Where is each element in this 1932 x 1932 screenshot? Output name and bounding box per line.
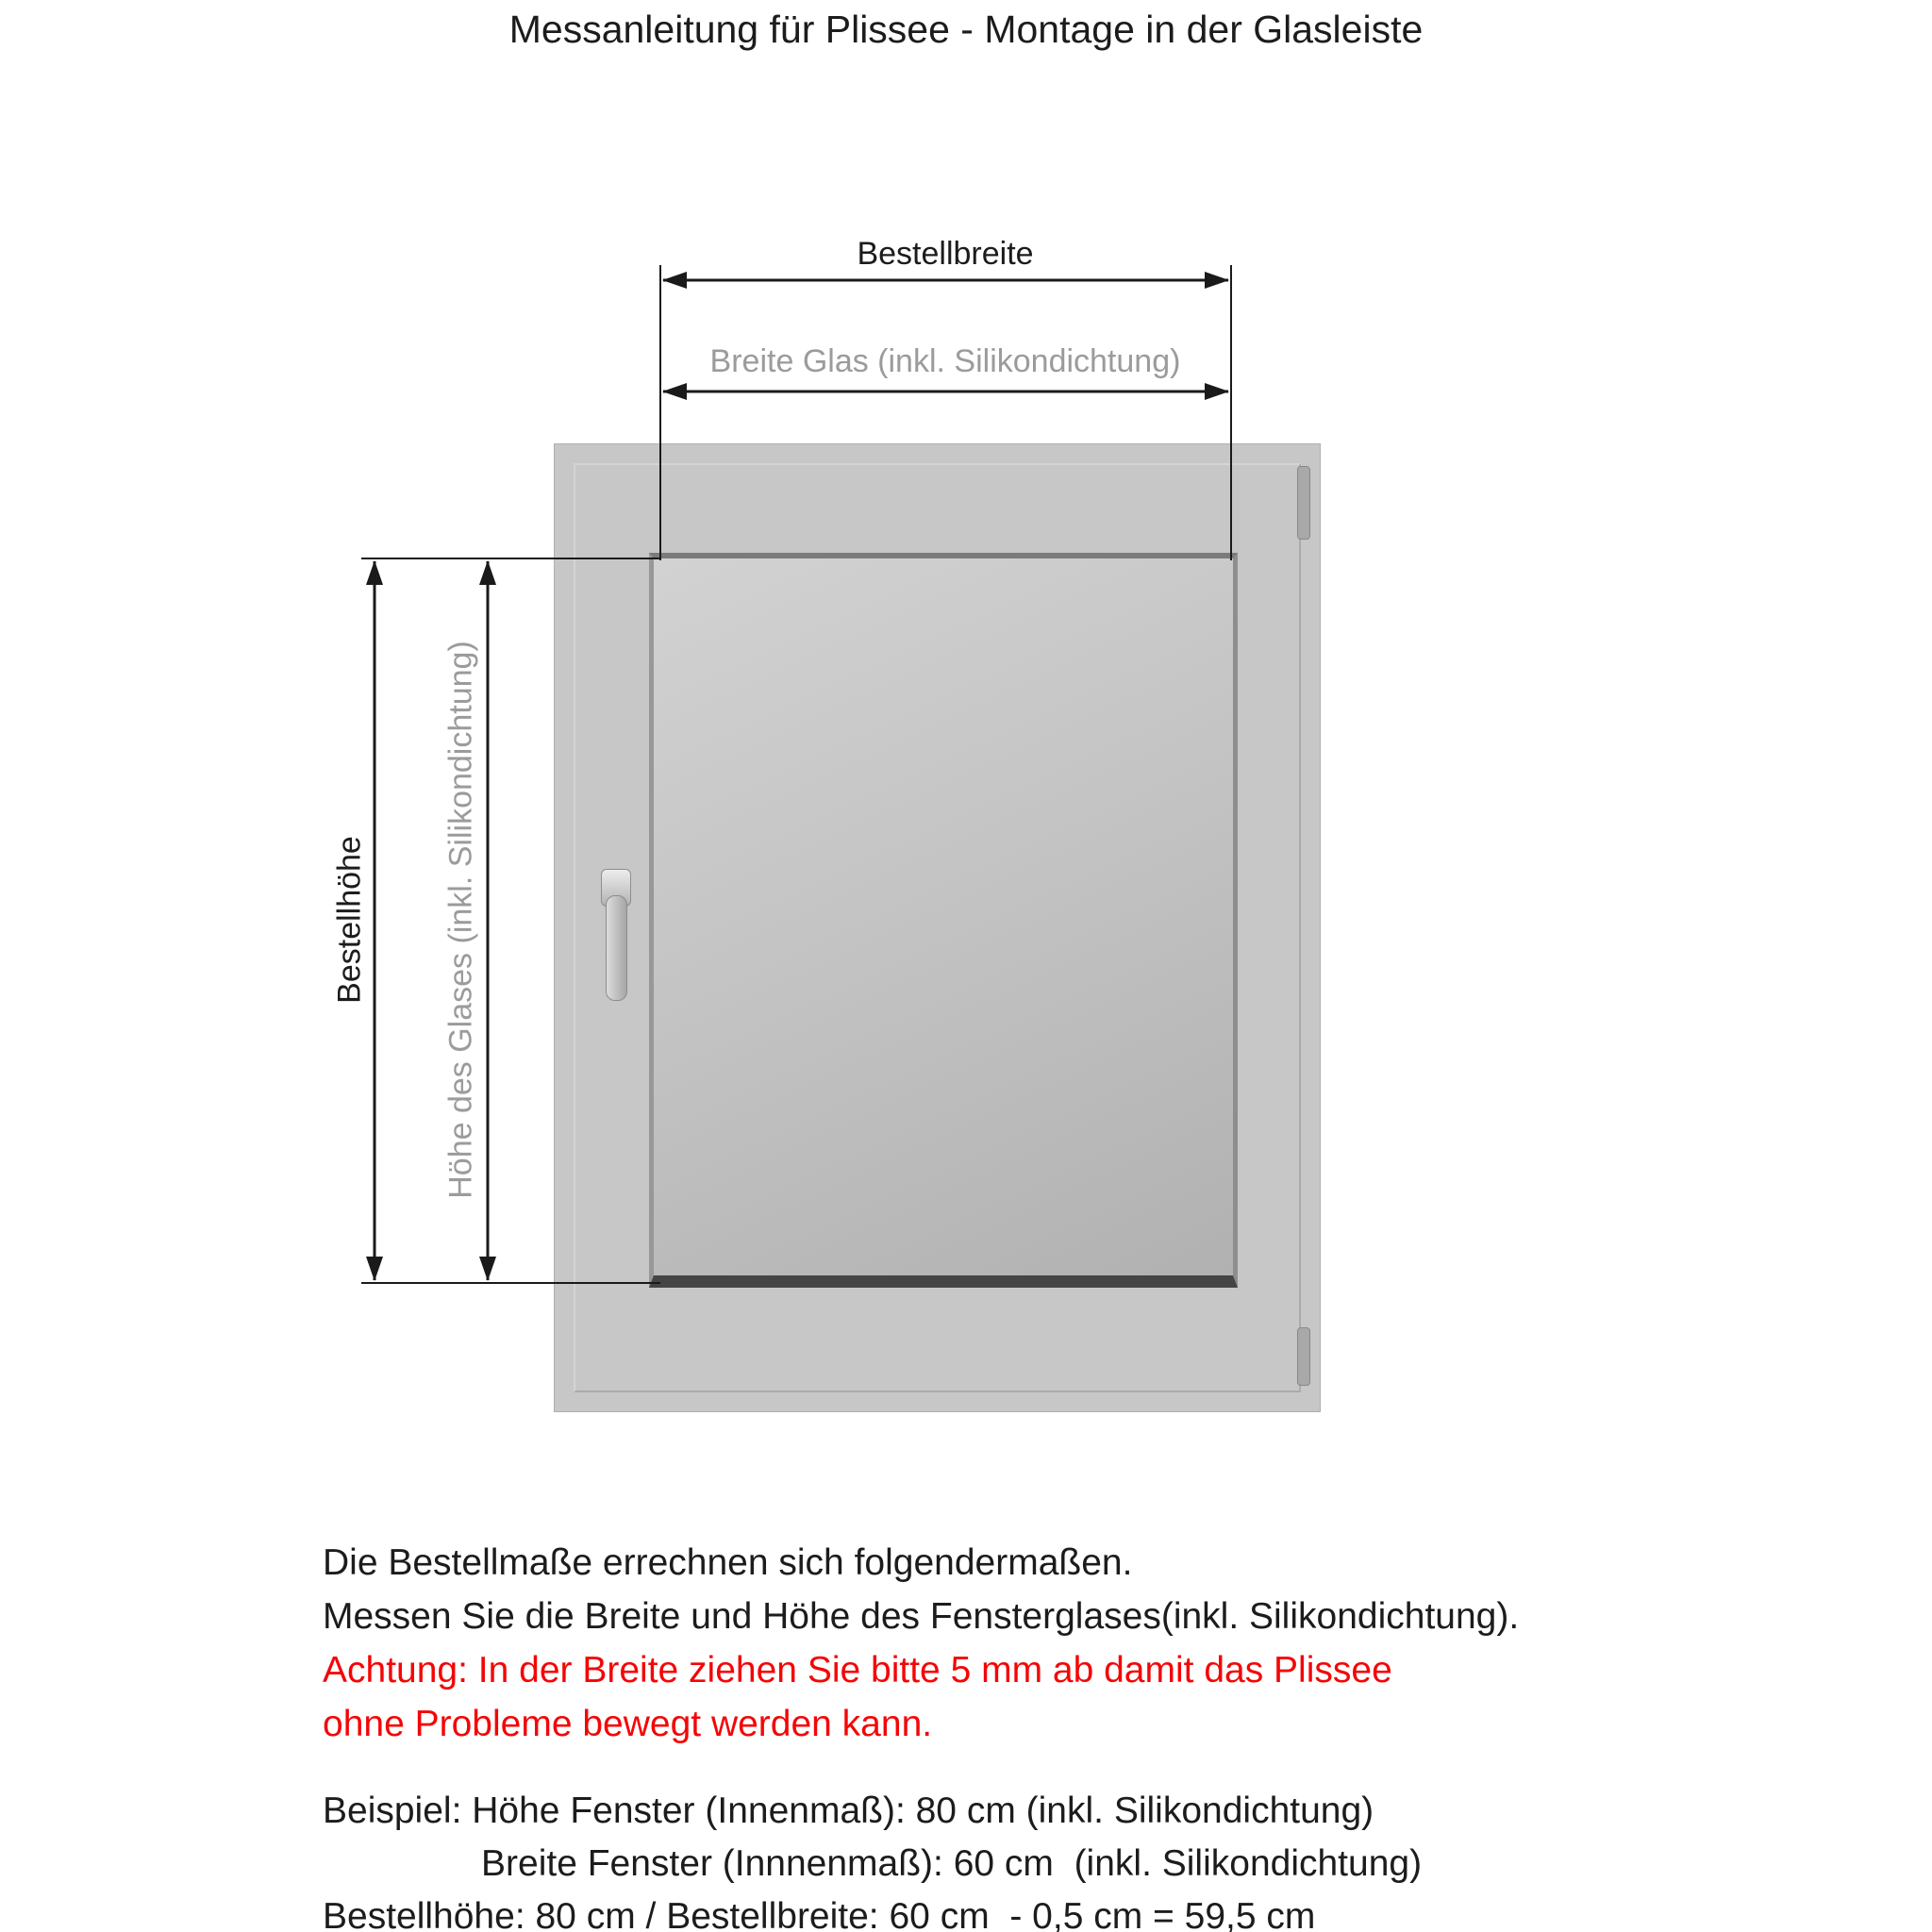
window-hinge-top [1297,466,1310,540]
window-hinge-bottom [1297,1327,1310,1386]
example-line: Beispiel: Höhe Fenster (Innenmaß): 80 cm (inkl. Silikondichtung) [323,1790,1374,1831]
example-block [323,1785,1422,1932]
window-glass [649,553,1238,1288]
warning-line: Achtung: In der Breite ziehen Sie bitte 5 mm ab damit das Plissee [323,1650,1392,1690]
window-handle [599,869,633,1003]
instruction-line: Die Bestellmaße errechnen sich folgendermaßen. [323,1542,1133,1583]
glass-width-label: Breite Glas (inkl. Silikondichtung) [709,343,1181,379]
page-title: Messanleitung für Plissee - Montage in der Glasleiste [508,8,1424,51]
example-line: Bestellhöhe: 80 cm / Bestellbreite: 60 cm - 0,5 cm = 59,5 cm [323,1896,1316,1932]
window-frame [554,443,1321,1412]
instruction-line: Messen Sie die Breite und Höhe des Fensterglases(inkl. Silikondichtung). [323,1596,1520,1637]
instructions-block [323,1536,1519,1751]
warning-line: ohne Probleme bewegt werden kann. [323,1704,933,1744]
window-handle-lever [606,895,627,1001]
order-width-label: Bestellbreite [857,236,1034,272]
glass-height-label: Höhe des Glases (inkl. Silikondichtung) [442,641,479,1199]
order-height-label: Bestellhöhe [331,836,368,1004]
example-line: Breite Fenster (Innnenmaß): 60 cm (inkl. Silikondichtung) [481,1843,1423,1884]
